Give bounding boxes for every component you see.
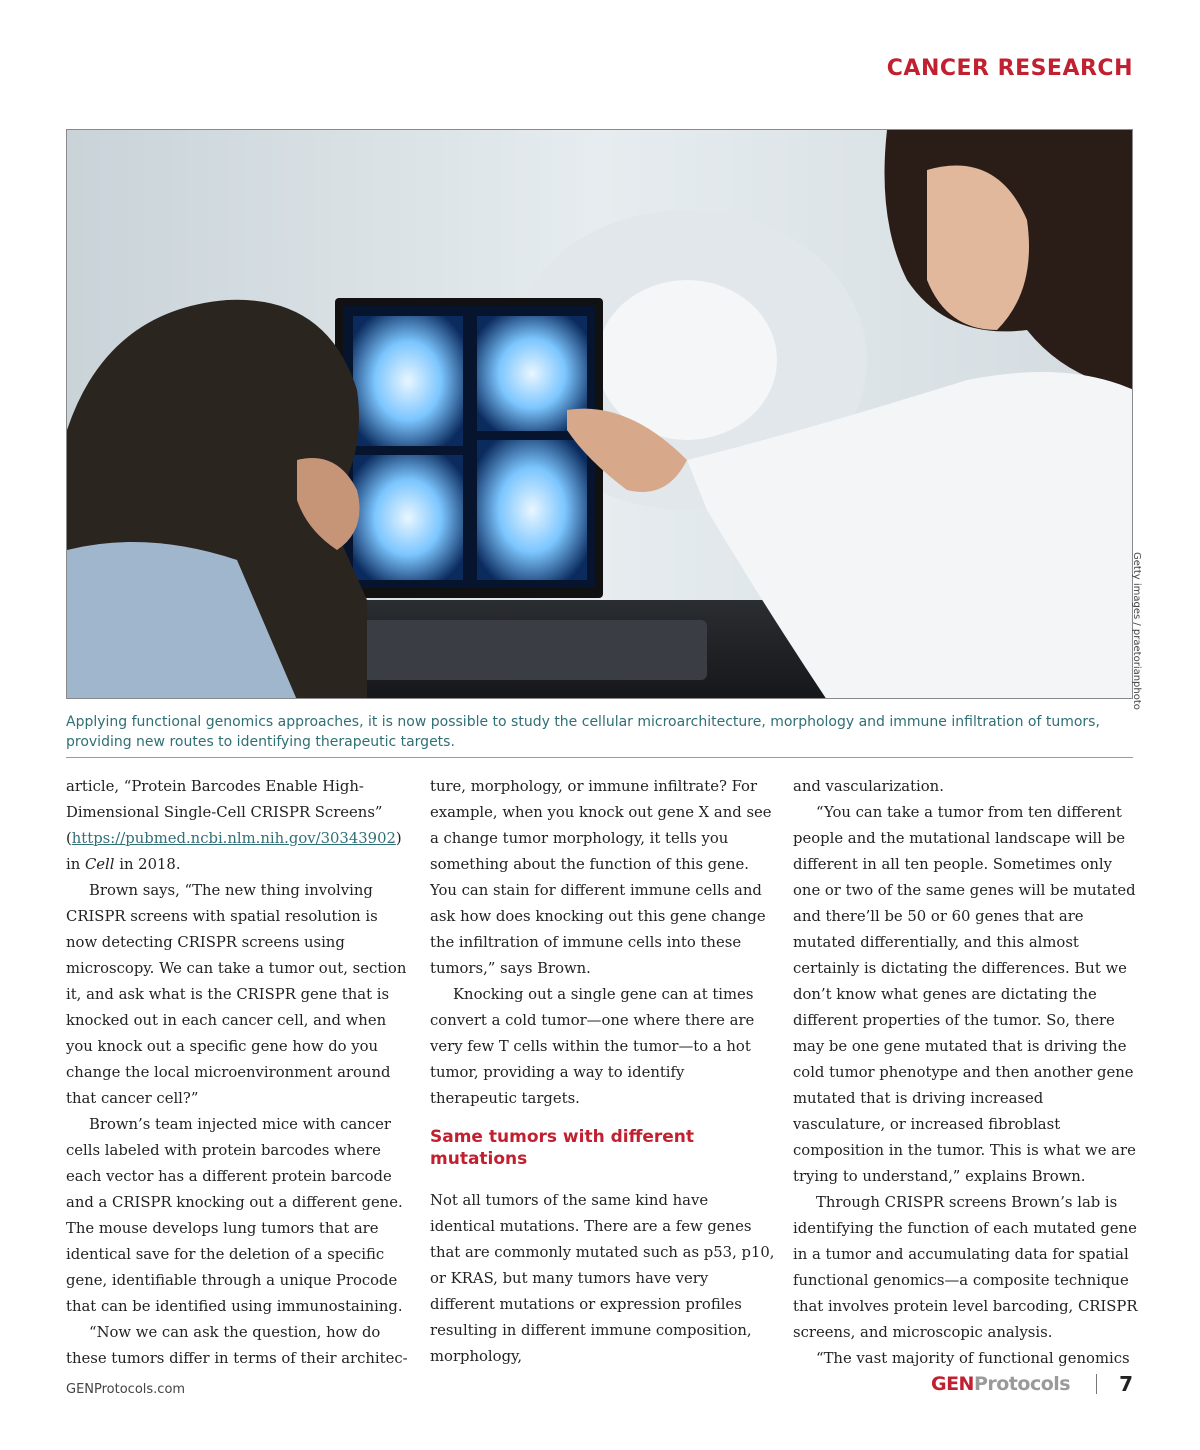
text-column-3 [793,774,1138,1372]
caption-divider [66,757,1133,758]
page-number: 7 [1119,1372,1133,1396]
logo-protocols: Protocols [973,1373,1071,1395]
gen-protocols-logo [931,1373,1070,1395]
paragraph: Not all tumors of the same kind have identical mutations. There are a few genes that are commonly mutated such as p53, p10, or KRAS, but many tumors have very different mutations or expression profiles resulting in different immune composition, morphology, [430,1192,775,1365]
paragraph [66,774,411,878]
article-photo [66,129,1133,699]
section-label: CANCER RESEARCH [886,56,1133,81]
pubmed-link[interactable]: https://pubmed.ncbi.nlm.nih.gov/30343902 [71,830,396,847]
footer-website: GENProtocols.com [66,1382,186,1397]
footer-branding [931,1372,1133,1396]
lab-monitor-photo-icon [67,130,1133,699]
text-column-1 [66,774,411,1372]
section-heading: Same tumors with different mutations [430,1127,695,1169]
text-column-2 [430,774,775,1370]
paragraph: Brown says, “The new thing involving CRISPR screens with spatial resolution is now detecting CRISPR screens using microscopy. We can take a tumor out, section it, and ask what is the CRISPR gene that is knocked out in each cancer cell, and when you knock out a specific gene how do you change the local microenvironment around that cancer cell?” [66,882,407,1107]
paragraph: and vascularization. [793,778,944,795]
journal-name: Cell [84,856,115,873]
photo-credit: Getty images / praetorianphoto [1131,552,1142,710]
paragraph: ture, morphology, or immune infiltrate? For example, when you knock out gene X and see a change tumor morphology, it tells you something about the function of this gene. You can stain for different immune cells and ask how does knocking out this gene change the infiltration of immune cells into these tumors,” says Brown. [430,778,772,977]
photo-caption: Applying functional genomics approaches, it is now possible to study the cellular microarchitecture, morphology and immune infiltration of tumors, providing new routes to identifying therapeutic targets. [66,714,1100,750]
footer-divider [1096,1374,1097,1394]
paragraph-text: ) in [66,830,402,873]
paragraph-text: article, “Protein Barcodes Enable High-Dimensional Single-Cell CRISPR Screens” ( [66,778,383,847]
paragraph: Through CRISPR screens Brown’s lab is identifying the function of each mutated gene in a tumor and accumulating data for spatial functional genomics—a composite technique that involves protein level barcoding, CRISPR screens, and microscopic analysis. [793,1194,1138,1341]
paragraph: Brown’s team injected mice with cancer cells labeled with protein barcodes where each vector has a different protein barcode and a CRISPR knocking out a different gene. The mouse develops lung tumors that are identical save for the deletion of a specific gene, identifiable through a unique Procode that can be identified using immunostaining. [66,1116,403,1315]
paragraph: “Now we can ask the question, how do these tumors differ in terms of their architec- [66,1324,408,1367]
logo-gen: GEN [930,1373,974,1395]
paragraph: Knocking out a single gene can at times convert a cold tumor—one where there are very few T cells within the tumor—to a hot tumor, providing a way to identify therapeutic targets. [430,986,755,1107]
paragraph: “You can take a tumor from ten different people and the mutational landscape will be different in all ten people. Sometimes only one or two of the same genes will be mutated and there’ll be 50 or 60 genes that are mutated differentially, and this almost certainly is dictating the differences. But we don’t know what genes are dictating the different properties of the tumor. So, there may be one gene mutated that is driving the cold tumor phenotype and then another gene mutated that is driving increased vasculature, or increased fibroblast composition in the tumor. This is what we are trying to understand,” explains Brown. [793,804,1136,1185]
paragraph: “The vast majority of functional genomics [816,1350,1130,1367]
paragraph-text: in 2018. [114,856,181,873]
